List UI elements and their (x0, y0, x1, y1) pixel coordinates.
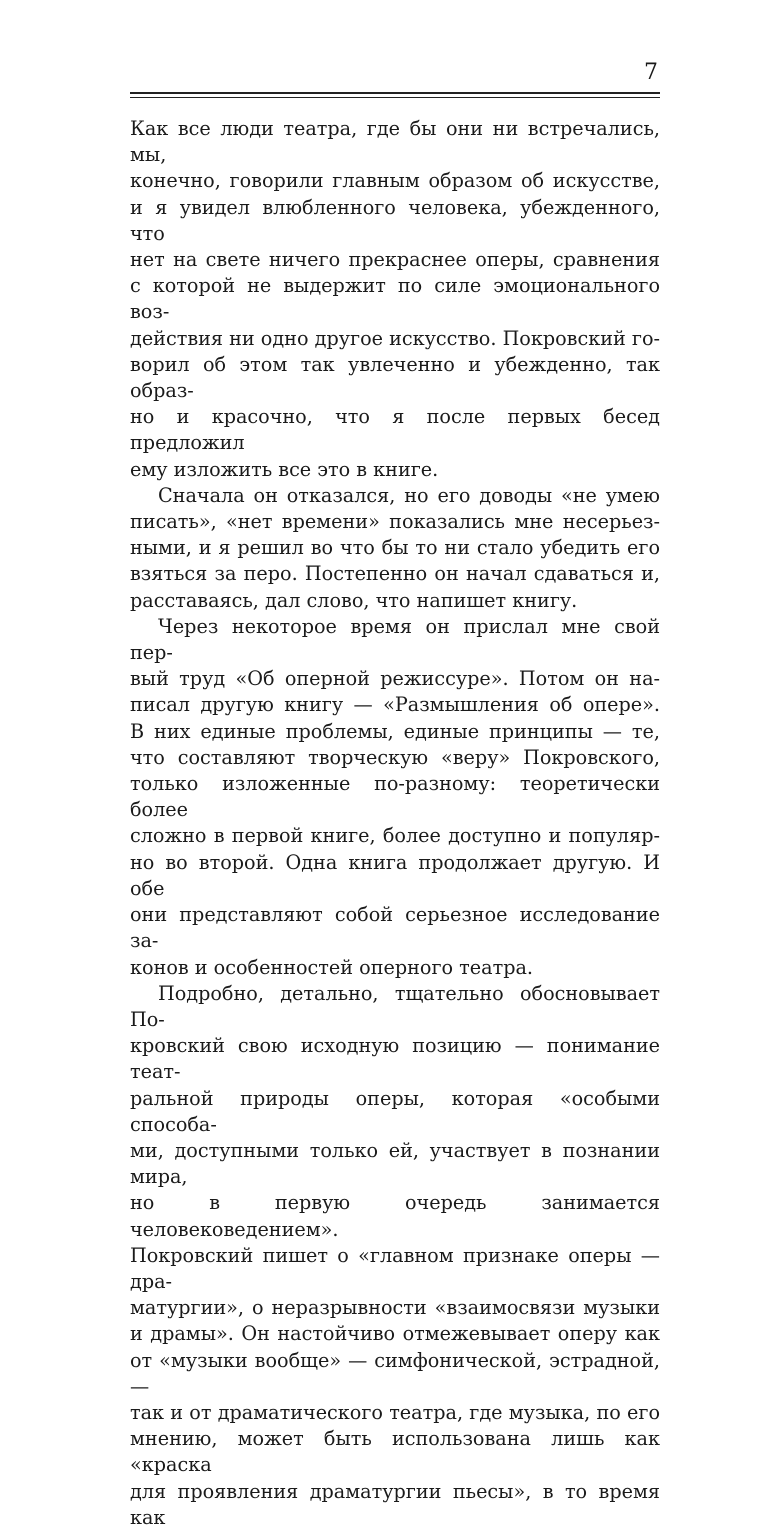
text-line: они представляют собой серьезное исследование за- (130, 903, 660, 953)
text-line: только изложенные по-разному: теоретически более (130, 772, 660, 822)
text-line: писал другую книгу — «Размышления об опере». (130, 693, 660, 717)
text-line: ральной природы оперы, которая «особыми способа- (130, 1086, 660, 1136)
text-line: ворил об этом так увлеченно и убежденно, так образ- (130, 352, 660, 403)
text-line: вый труд «Об оперной режиссуре». Потом он на- (130, 667, 660, 691)
page-number: 7 (644, 60, 658, 85)
text-line: так и от драматического театра, где музыка, по его (130, 1400, 660, 1424)
text-line: сложно в первой книге, более доступно и популяр- (130, 824, 660, 848)
paragraph-2 (130, 483, 660, 614)
text-line: и я увидел влюбленного человека, убежденного, что (130, 195, 660, 245)
text-line: матургии», о неразрывности «взаимосвязи музыки (130, 1296, 660, 1320)
text-line: Через некоторое время он прислал мне свой пер- (130, 614, 660, 665)
text-line: конечно, говорили главным образом об искусстве, (130, 169, 660, 193)
text-line: Как все люди театра, где бы они ни встречались, мы, (130, 117, 660, 167)
header-rule-thick (130, 92, 660, 94)
body-text (130, 116, 660, 1531)
text-line: действия ни одно другое искусство. Покровский го- (130, 326, 660, 350)
text-line: конов и особенностей оперного театра. (130, 955, 534, 979)
header-rule-thin (130, 97, 660, 98)
text-line: но во второй. Одна книга продолжает другую. И обе (130, 850, 660, 900)
text-line: Сначала он отказался, но его доводы «не умею (158, 483, 660, 507)
text-line: от «музыки вообще» — симфонической, эстрадной, — (130, 1348, 660, 1398)
text-line: ему изложить все это в книге. (130, 457, 439, 481)
paragraph-3 (130, 614, 660, 981)
paragraph-1 (130, 116, 660, 483)
text-line: В них единые проблемы, единые принципы — те, (130, 719, 660, 743)
text-line: мнению, может быть использована лишь как «краска (130, 1427, 660, 1477)
text-line: но в первую очередь занимается человековедением». (130, 1191, 660, 1241)
text-line: взяться за перо. Постепенно он начал сдаваться и, (130, 562, 660, 586)
text-line: и драмы». Он настойчиво отмежевывает оперу как (130, 1322, 660, 1346)
text-line: для проявления драматургии пьесы», в то время как (130, 1479, 660, 1529)
text-line: с которой не выдержит по силе эмоционального воз- (130, 274, 660, 324)
text-line: расставаясь, дал слово, что напишет книгу. (130, 588, 578, 612)
text-line: нет на свете ничего прекраснее оперы, сравнения (130, 248, 660, 272)
text-line: ными, и я решил во что бы то ни стало убедить его (130, 536, 660, 560)
text-line: но и красочно, что я после первых бесед предложил (130, 405, 660, 455)
text-line: Покровский пишет о «главном признаке оперы — дра- (130, 1243, 660, 1293)
text-line: писать», «нет времени» показались мне несерьез- (130, 510, 660, 534)
text-line: Подробно, детально, тщательно обосновывает По- (130, 981, 660, 1031)
text-line: ми, доступными только ей, участвует в познании мира, (130, 1138, 660, 1189)
text-line: кровский свою исходную позицию — понимание теат- (130, 1034, 660, 1084)
paragraph-4 (130, 981, 660, 1531)
text-line: что составляют творческую «веру» Покровского, (130, 745, 660, 769)
